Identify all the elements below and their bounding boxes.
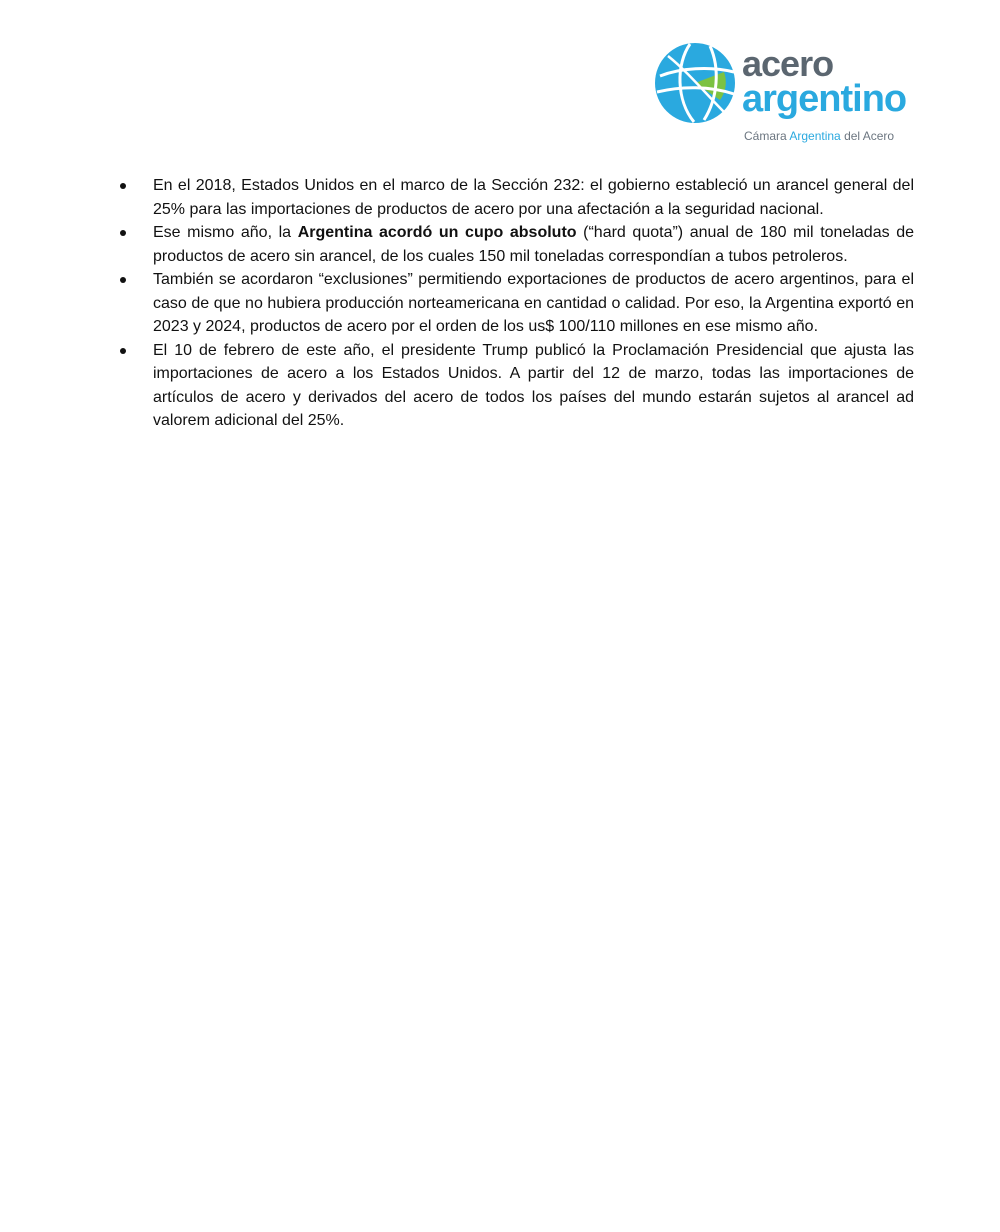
bullet-text-post: (“hard quota”) anual de 180 mil toneladas de productos de acero sin arancel, de los cuales 150 mil toneladas correspondían a tubos petroleros. — [153, 224, 914, 265]
logo-word-argentino: argentino — [742, 78, 907, 120]
bullet-text: En el 2018, Estados Unidos en el marco de la Sección 232: el gobierno estableció un arancel general del 25% para las importaciones de productos de acero por una afectación a la seguridad nacional. — [153, 177, 914, 218]
bullet-dot-icon — [120, 348, 126, 354]
bullet-text-bold: Argentina acordó un cupo absoluto — [297, 224, 577, 241]
logo-tagline-post: del Acero — [840, 129, 895, 143]
acero-argentino-logo — [654, 42, 914, 148]
bullet-dot-icon — [120, 230, 126, 236]
logo-tagline-pre: Cámara — [744, 129, 790, 143]
document-body — [112, 174, 914, 433]
bullet-text-pre: Ese mismo año, la — [153, 224, 298, 241]
bullet-list — [112, 174, 914, 433]
bullet-item-proclamacion — [112, 339, 914, 433]
bullet-dot-icon — [120, 183, 126, 189]
bullet-dot-icon — [120, 277, 126, 283]
logo-tagline-highlight: Argentina — [789, 129, 841, 143]
logo-word-acero: acero — [742, 43, 834, 84]
bullet-text: También se acordaron “exclusiones” permitiendo exportaciones de productos de acero argentinos, para el caso de que no hubiera producción norteamericana en cantidad o calidad. Por eso, la Argentina exportó en 2023 y 2024, productos de acero por el orden de los us$ 100/110 millones en ese mismo año. — [153, 271, 914, 335]
logo-tagline — [744, 129, 894, 143]
bullet-text: El 10 de febrero de este año, el presidente Trump publicó la Proclamación Presidencial que ajusta las importaciones de acero a los Estados Unidos. A partir del 12 de marzo, todas las importaciones de artículos de acero y derivados del acero de todos los países del mundo estarán sujetos al arancel ad valorem adicional del 25%. — [153, 341, 914, 429]
bullet-item-section-232 — [112, 174, 914, 221]
bullet-item-exclusiones — [112, 268, 914, 339]
globe-logo-icon — [654, 42, 736, 124]
bullet-item-hard-quota — [112, 221, 914, 268]
